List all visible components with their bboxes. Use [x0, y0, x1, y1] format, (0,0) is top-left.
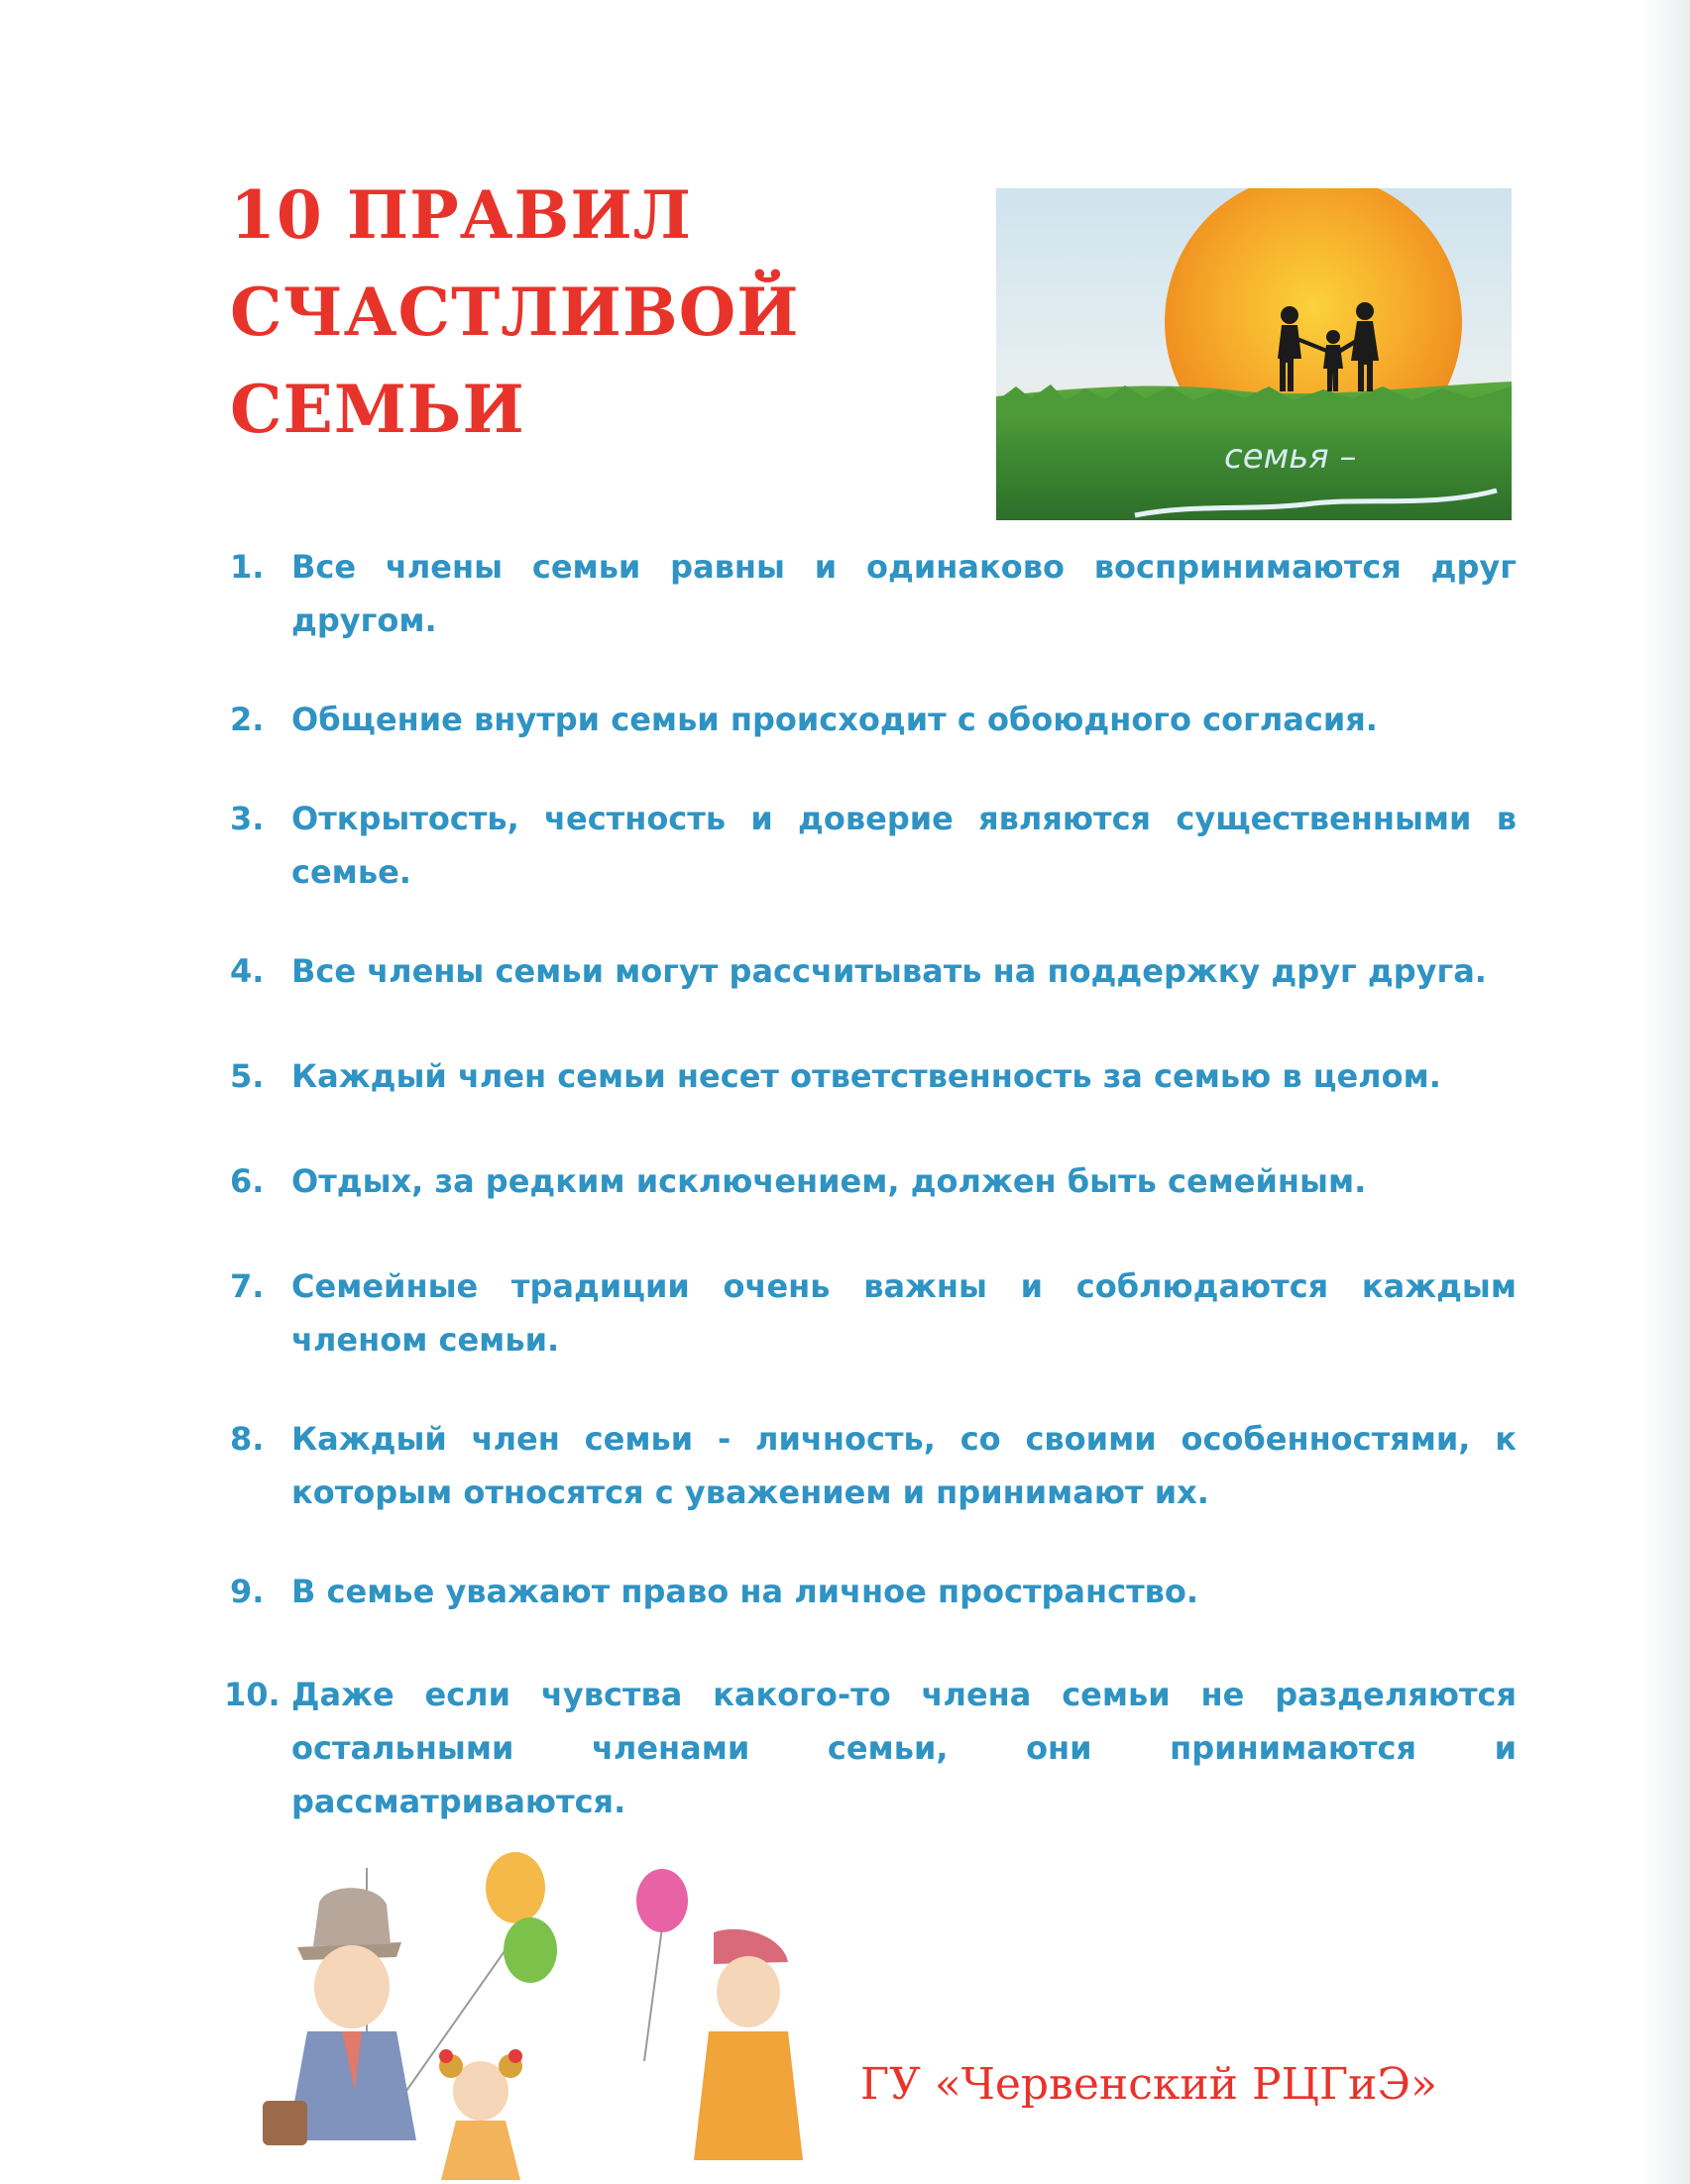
rule-item — [230, 1154, 1517, 1208]
illustration-caption: семья – — [1224, 437, 1357, 477]
title-line-2: СЧАСТЛИВОЙ — [230, 273, 800, 351]
rule-number: 9. — [230, 1573, 265, 1610]
rule-number: 7. — [230, 1267, 265, 1305]
rule-text: Каждый член семьи - личность, со своими особенностями, к которым относятся с уважением и принимают их. — [291, 1420, 1517, 1511]
rule-item — [224, 1668, 1517, 1828]
rule-item — [230, 1565, 1517, 1618]
rule-text: Открытость, честность и доверие являются существенными в семье. — [291, 800, 1517, 891]
rule-number: 2. — [230, 701, 265, 738]
mother-face — [717, 1956, 780, 2027]
rule-text: Каждый член семьи несет ответственность за семью в целом. — [291, 1057, 1441, 1095]
green-balloon — [504, 1917, 557, 1983]
rule-text: Даже если чувства какого-то члена семьи не разделяются остальными членами семьи, они принимаются и рассматриваются. — [291, 1676, 1517, 1820]
rule-text: Общение внутри семьи происходит с обоюдного согласия. — [291, 701, 1378, 738]
rule-item — [230, 944, 1517, 998]
family-sunset-illustration — [996, 188, 1512, 520]
family-sunset-image — [996, 188, 1512, 520]
rule-text: Отдых, за редким исключением, должен быть семейным. — [291, 1162, 1367, 1200]
rule-text: Семейные традиции очень важны и соблюдаются каждым членом семьи. — [291, 1267, 1517, 1359]
family-drawing-illustration — [248, 1843, 803, 2180]
rule-text: Все члены семьи равны и одинаково воспринимаются друг другом. — [291, 548, 1517, 639]
rule-number: 5. — [230, 1057, 265, 1095]
rules-list — [224, 540, 1517, 1828]
pink-balloon — [636, 1869, 688, 1932]
briefcase-shape — [263, 2101, 307, 2145]
page-edge-shadow — [1640, 0, 1690, 2184]
footer-organization: ГУ «Червенский РЦГиЭ» — [860, 2059, 1437, 2110]
rule-number: 8. — [230, 1420, 265, 1458]
rule-item — [230, 1412, 1517, 1519]
mother-dress — [694, 2031, 803, 2160]
yellow-balloon — [486, 1852, 545, 1923]
rule-text: В семье уважают право на личное пространство. — [291, 1573, 1198, 1610]
rule-number: 1. — [230, 548, 265, 586]
rule-item — [230, 693, 1517, 746]
father-face — [314, 1945, 390, 2028]
family-drawing-image — [248, 1843, 803, 2180]
rule-text: Все члены семьи могут рассчитывать на поддержку друг друга. — [291, 952, 1487, 990]
title-line-1: 10 ПРАВИЛ — [230, 176, 693, 254]
rule-number: 6. — [230, 1162, 265, 1200]
rule-item — [230, 1049, 1517, 1103]
rule-number: 10. — [224, 1676, 281, 1713]
title-line-3: СЕМЬИ — [230, 371, 525, 448]
rule-item — [230, 792, 1517, 899]
page-title — [230, 166, 800, 458]
rule-number: 4. — [230, 952, 265, 990]
rule-item — [230, 1259, 1517, 1366]
rule-item — [230, 540, 1517, 647]
rule-number: 3. — [230, 800, 265, 837]
